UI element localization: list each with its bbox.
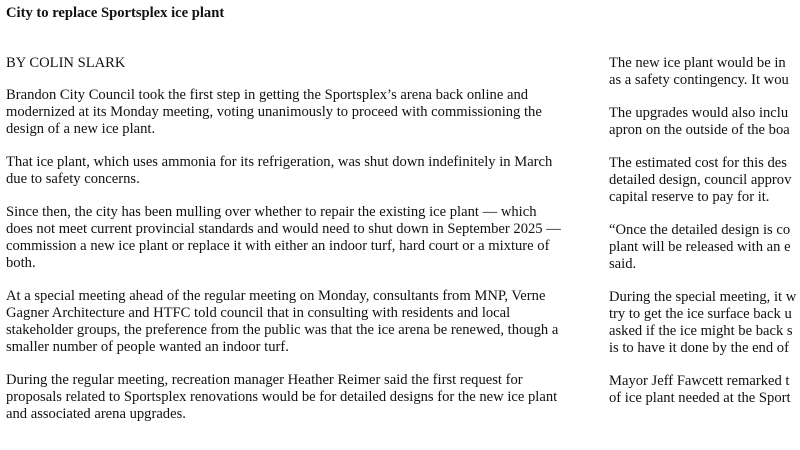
text-line: Gagner Architecture and HTFC told council that in consulting with residents and local bbox=[6, 305, 511, 321]
text-line: During the special meeting, it w bbox=[609, 289, 797, 305]
text-line: The upgrades would also inclu bbox=[609, 105, 789, 121]
paragraph bbox=[609, 55, 800, 89]
paragraph bbox=[6, 288, 598, 356]
text-line: proposals related to Sportsplex renovations would be for detailed designs for the new ice plant bbox=[6, 389, 558, 405]
text-line: stakeholder groups, the preference from the public was that the ice arena be renewed, though a bbox=[6, 322, 559, 338]
text-line: modernized at its Monday meeting, voting unanimously to proceed with commissioning the bbox=[6, 104, 542, 120]
text-line: At a special meeting ahead of the regular meeting on Monday, consultants from MNP, Verne bbox=[6, 288, 546, 304]
text-line: design of a new ice plant. bbox=[6, 121, 156, 137]
text-line: plant will be released with an e bbox=[609, 239, 791, 255]
text-line: asked if the ice might be back s bbox=[609, 323, 793, 339]
text-line: said. bbox=[609, 256, 637, 272]
article-left-column bbox=[6, 55, 598, 439]
text-line: as a safety contingency. It wou bbox=[609, 72, 789, 88]
text-line: Mayor Jeff Fawcett remarked t bbox=[609, 373, 790, 389]
text-line: try to get the ice surface back u bbox=[609, 306, 792, 322]
headline: City to replace Sportsplex ice plant bbox=[6, 5, 225, 21]
text-line: detailed design, council approv bbox=[609, 172, 792, 188]
text-line: of ice plant needed at the Sport bbox=[609, 390, 791, 406]
text-line: That ice plant, which uses ammonia for its refrigeration, was shut down indefinitely in March bbox=[6, 154, 553, 170]
text-line: During the regular meeting, recreation manager Heather Reimer said the first request for bbox=[6, 372, 523, 388]
text-line: due to safety concerns. bbox=[6, 171, 140, 187]
text-line: Since then, the city has been mulling over whether to repair the existing ice plant — which bbox=[6, 204, 537, 220]
text-line: and associated arena upgrades. bbox=[6, 406, 186, 422]
text-line: Brandon City Council took the first step in getting the Sportsplex’s arena back online and bbox=[6, 87, 529, 103]
paragraph bbox=[609, 289, 800, 357]
paragraph bbox=[609, 373, 800, 407]
text-line: apron on the outside of the boa bbox=[609, 122, 790, 138]
text-line: capital reserve to pay for it. bbox=[609, 189, 770, 205]
paragraph bbox=[6, 204, 598, 272]
text-line: does not meet current provincial standards and would need to shut down in September 2025 — bbox=[6, 221, 561, 237]
paragraph bbox=[6, 87, 598, 138]
text-line: is to have it done by the end of bbox=[609, 340, 789, 356]
paragraph bbox=[6, 154, 598, 188]
text-line: “Once the detailed design is co bbox=[609, 222, 791, 238]
text-line: The new ice plant would be in bbox=[609, 55, 786, 71]
paragraph bbox=[609, 155, 800, 206]
paragraph bbox=[609, 105, 800, 139]
article-right-column bbox=[609, 55, 800, 423]
byline: BY COLIN SLARK bbox=[6, 55, 126, 71]
text-line: The estimated cost for this des bbox=[609, 155, 787, 171]
text-line: smaller number of people wanted an indoor turf. bbox=[6, 339, 289, 355]
text-line: commission a new ice plant or replace it with either an indoor turf, hard court or a mixture of bbox=[6, 238, 550, 254]
paragraph bbox=[6, 372, 598, 423]
paragraph bbox=[609, 222, 800, 273]
text-line: both. bbox=[6, 255, 36, 271]
